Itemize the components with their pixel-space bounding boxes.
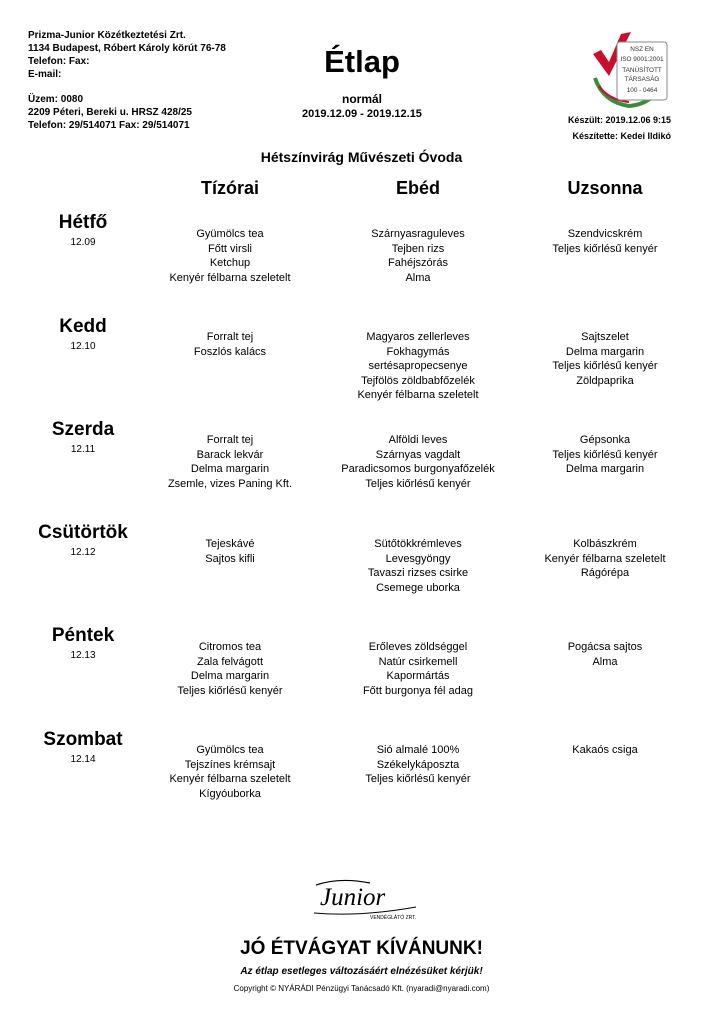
- column-header-ebed: Ebéd: [395, 178, 440, 198]
- menu-item: Alföldi leves: [388, 434, 448, 446]
- menu-item: sertésapropecsenye: [368, 360, 468, 373]
- day-friday-tizorai: [130, 640, 330, 698]
- day-tuesday-tizorai: [130, 330, 330, 359]
- day-name: Szerda: [51, 419, 115, 440]
- menu-item: Sajtszelet: [581, 331, 629, 343]
- company-phone: Telefon: Fax:: [28, 56, 90, 67]
- logo-text: Junior: [320, 884, 386, 911]
- day-friday-ebed: [318, 640, 518, 698]
- date-range: 2019.12.09 - 2019.12.15: [302, 108, 422, 120]
- menu-item: Teljes kiőrlésű kenyér: [552, 242, 658, 255]
- cert-line-4: TÁRSASÁG: [624, 76, 660, 83]
- menu-item: Teljes kiőrlésű kenyér: [552, 360, 658, 373]
- cert-line-3: TANÚSÍTOTT: [622, 67, 662, 74]
- menu-item: Pogácsa sajtos: [567, 641, 643, 653]
- menu-item: Teljes kiőrlésű kenyér: [365, 773, 471, 786]
- day-monday-uzsonna: [505, 227, 705, 256]
- day-tuesday-uzsonna: [505, 330, 705, 388]
- certification-seal-icon: [587, 26, 671, 110]
- menu-item: Citromos tea: [198, 641, 262, 653]
- unit-phone: Telefon: 29/514071 Fax: 29/514071: [28, 120, 190, 131]
- day-monday-tizorai: [130, 227, 330, 285]
- day-wednesday: [20, 419, 146, 455]
- menu-item: Kenyér félbarna szeletelt: [357, 389, 479, 402]
- day-tuesday: [20, 316, 146, 352]
- day-date: 12.10: [70, 341, 96, 352]
- menu-item: Fokhagymás: [386, 345, 450, 358]
- day-name: Csütörtök: [38, 522, 128, 543]
- menu-item: Tavaszi rizses csirke: [367, 567, 469, 580]
- day-saturday-uzsonna: [505, 743, 705, 758]
- menu-type: normál: [341, 92, 382, 106]
- day-friday: [20, 625, 146, 661]
- day-date: 12.12: [70, 547, 96, 558]
- menu-item: Teljes kiőrlésű kenyér: [365, 477, 471, 490]
- menu-item: Kapormártás: [386, 670, 450, 683]
- day-date: 12.09: [70, 237, 96, 248]
- menu-item: Gyümölcs tea: [196, 744, 264, 756]
- menu-item: Kenyér félbarna szeletelt: [169, 271, 291, 284]
- title-block: [262, 44, 462, 121]
- document-meta: [568, 112, 671, 144]
- logo-subtext: VENDÉGLÁTÓ ZRT.: [370, 915, 417, 921]
- day-monday-ebed: [318, 227, 518, 285]
- menu-item: Delma margarin: [190, 670, 270, 683]
- closing-message: JÓ ÉTVÁGYAT KÍVÁNUNK!: [240, 938, 483, 959]
- menu-item: Főtt virsli: [208, 242, 252, 255]
- day-monday: [20, 212, 146, 248]
- menu-item: Levesgyöngy: [385, 552, 451, 565]
- menu-item: Szendvicskrém: [567, 228, 643, 240]
- menu-item: Szárnyasraguleves: [371, 228, 465, 240]
- unit-info: [28, 93, 192, 132]
- day-date: 12.13: [70, 650, 96, 661]
- cert-line-2: ISO 9001:2001: [620, 56, 664, 63]
- menu-item: Foszlós kalács: [193, 345, 267, 358]
- page-title: Étlap: [324, 44, 400, 79]
- school-name: Hétszínvirág Művészeti Óvoda: [260, 149, 463, 165]
- unit-id: Üzem: 0080: [28, 94, 84, 105]
- day-name: Kedd: [59, 316, 107, 337]
- menu-item: Tejben rizs: [391, 242, 445, 255]
- company-email: E-mail:: [28, 69, 62, 80]
- menu-item: Forralt tej: [206, 434, 254, 446]
- menu-item: Kenyér félbarna szeletelt: [169, 773, 291, 786]
- menu-item: Natúr csirkemell: [378, 655, 458, 668]
- menu-item: Székelykáposzta: [376, 758, 460, 771]
- disclaimer-note: Az étlap esetleges változásáért elnézésüket kérjük!: [240, 966, 483, 977]
- menu-item: Teljes kiőrlésű kenyér: [177, 684, 283, 697]
- menu-item: Gépsonka: [579, 434, 631, 446]
- menu-item: Delma margarin: [190, 463, 270, 476]
- day-thursday-ebed: [318, 537, 518, 595]
- menu-item: Ketchup: [209, 257, 251, 270]
- menu-item: Kakaós csiga: [572, 744, 638, 756]
- day-name: Péntek: [51, 625, 115, 646]
- author: Készítette: Kedei Ildikó: [572, 131, 671, 141]
- company-info: [28, 29, 226, 81]
- day-thursday: [20, 522, 146, 558]
- menu-item: Delma margarin: [565, 463, 645, 476]
- day-wednesday-ebed: [318, 433, 518, 491]
- day-thursday-uzsonna: [505, 537, 705, 581]
- day-saturday-tizorai: [130, 743, 330, 801]
- company-name: Prizma-Junior Közétkeztetési Zrt.: [28, 30, 186, 41]
- company-address: 1134 Budapest, Róbert Károly körút 76-78: [28, 43, 226, 54]
- day-thursday-tizorai: [130, 537, 330, 566]
- menu-item: Kolbászkrém: [573, 538, 637, 550]
- menu-item: Tejfölös zöldbabfőzelék: [361, 374, 475, 387]
- menu-item: Erőleves zöldséggel: [368, 641, 468, 653]
- cert-line-1: NSZ EN: [630, 46, 654, 53]
- menu-item: Forralt tej: [206, 331, 254, 343]
- day-name: Szombat: [43, 729, 123, 750]
- menu-item: Teljes kiőrlésű kenyér: [552, 448, 658, 461]
- day-name: Hétfő: [58, 212, 108, 233]
- unit-address: 2209 Péteri, Bereki u. HRSZ 428/25: [28, 107, 192, 118]
- menu-item: Tejeskávé: [205, 538, 255, 550]
- menu-item: Fahéjszórás: [388, 257, 448, 270]
- menu-item: Szárnyas vagdalt: [375, 448, 461, 461]
- menu-item: Alma: [592, 655, 618, 668]
- menu-item: Sajtos kifli: [205, 552, 255, 565]
- copyright: Copyright © NYÁRÁDI Pénzügyi Tanácsadó Kft. (nyaradi@nyaradi.com): [233, 984, 490, 993]
- column-header-tizorai: Tízórai: [200, 178, 259, 198]
- menu-item: Kenyér félbarna szeletelt: [544, 552, 666, 565]
- menu-item: Paradicsomos burgonyafőzelék: [341, 463, 495, 476]
- junior-logo: [310, 877, 420, 923]
- day-date: 12.14: [70, 754, 96, 765]
- day-date: 12.11: [70, 444, 96, 455]
- day-tuesday-ebed: [318, 330, 518, 403]
- menu-item: Magyaros zellerleves: [366, 331, 470, 343]
- menu-item: Sió almalé 100%: [376, 744, 460, 756]
- column-header-uzsonna: Uzsonna: [567, 178, 643, 198]
- menu-item: Delma margarin: [565, 345, 645, 358]
- day-wednesday-tizorai: [130, 433, 330, 491]
- cert-line-5: 100 - 0464: [626, 87, 658, 94]
- day-friday-uzsonna: [505, 640, 705, 669]
- created-timestamp: Készült: 2019.12.06 9:15: [567, 115, 671, 125]
- menu-item: Sütőtökkrémleves: [374, 538, 462, 550]
- menu-item: Barack lekvár: [196, 448, 264, 461]
- menu-item: Alma: [405, 271, 431, 284]
- menu-item: Gyümölcs tea: [196, 228, 264, 240]
- menu-item: Tejszínes krémsajt: [184, 758, 276, 771]
- menu-item: Rágórépa: [580, 567, 630, 580]
- menu-item: Főtt burgonya fél adag: [362, 684, 474, 697]
- menu-item: Zsemle, vizes Paning Kft.: [167, 477, 293, 490]
- menu-item: Csemege uborka: [376, 581, 460, 594]
- menu-item: Zöldpaprika: [576, 374, 634, 387]
- menu-item: Zala felvágott: [196, 655, 264, 668]
- menu-item: Kígyóuborka: [199, 787, 261, 800]
- day-saturday: [20, 729, 146, 765]
- day-wednesday-uzsonna: [505, 433, 705, 477]
- day-saturday-ebed: [318, 743, 518, 787]
